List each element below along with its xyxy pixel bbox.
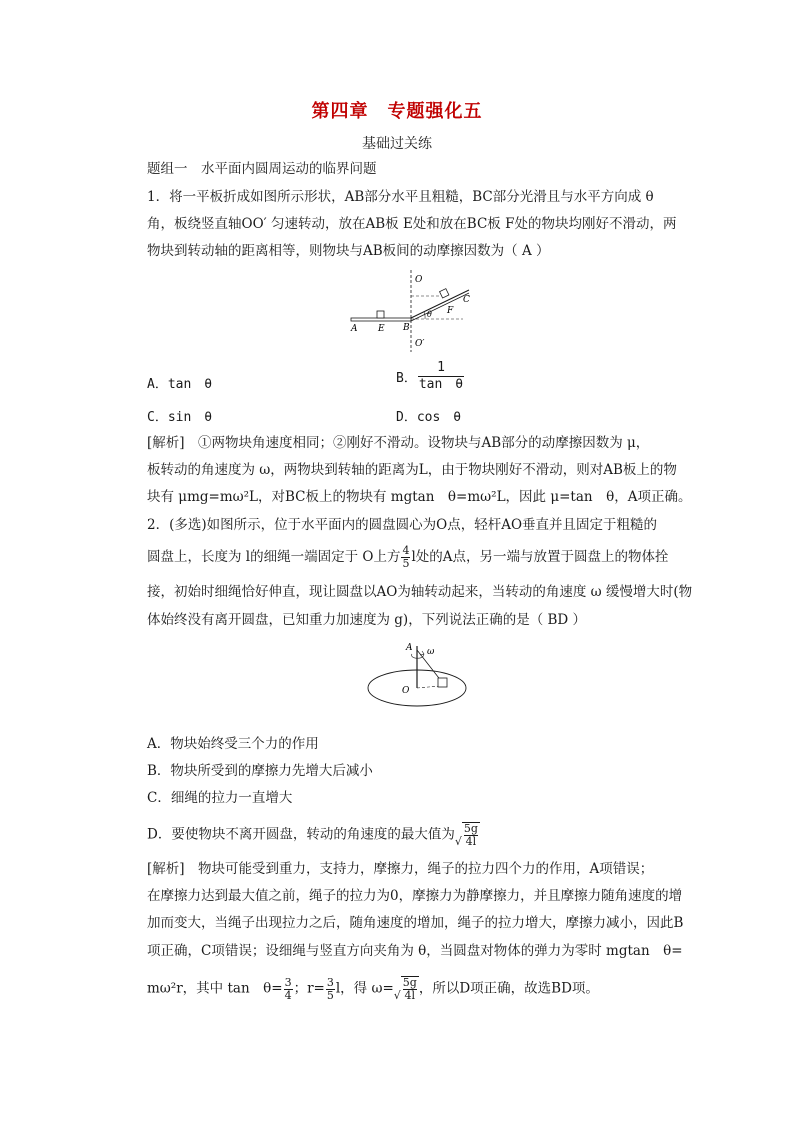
figure-inclined-board xyxy=(345,268,475,353)
fraction-numerator: 3 xyxy=(326,975,334,989)
q2-fraction-4-5 xyxy=(401,545,410,570)
q2-option-d xyxy=(147,822,480,848)
q1-line3: 物块到转动轴的距离相等，则物块与AB板间的动摩擦因数为（ A ） xyxy=(147,243,550,259)
label-O: O xyxy=(415,275,423,285)
q2-analysis-line3: 加而变大，当绳子出现拉力之后，随角速度的增加，绳子的拉力增大，摩擦力减小，因此B xyxy=(147,915,684,931)
q2-option-b: B．物块所受到的摩擦力先增大后减小 xyxy=(147,763,373,779)
chapter-title: 第四章 专题强化五 xyxy=(311,101,483,122)
q2-line4: 体始终没有离开圆盘，已知重力加速度为 g)，下列说法正确的是（ BD ） xyxy=(147,612,587,628)
q1-option-b xyxy=(396,360,465,393)
q1-analysis-line2: 板转动的角速度为 ω，两物块到转轴的距离为L，由于物块刚好不滑动，则对AB板上的物 xyxy=(147,462,677,478)
q1-line1: 1．将一平板折成如图所示形状，AB部分水平且粗糙，BC部分光滑且与水平方向成 θ xyxy=(147,189,654,205)
fraction-numerator: 5g xyxy=(463,822,478,835)
q1-option-d: D．cos θ xyxy=(396,410,462,425)
fraction-numerator: 4 xyxy=(402,544,410,557)
fraction-denominator: 5 xyxy=(402,557,410,570)
q2-option-d-text: D．要使物块不离开圆盘，转动的角速度的最大值为 xyxy=(147,826,455,843)
q2-analysis-line1: [解析] 物块可能受到重力，支持力，摩擦力，绳子的拉力四个力的作用，A项错误； xyxy=(147,861,654,877)
section-subtitle: 基础过关练 xyxy=(362,136,432,152)
label-A: A xyxy=(406,643,413,653)
q1-option-b-prefix: B． xyxy=(396,371,417,386)
q2-line2-part1: 圆盘上，长度为 l的细绳一端固定于 O上方 xyxy=(147,549,401,565)
q2-analysis-line2: 在摩擦力达到最大值之前，绳子的拉力为0，摩擦力为静摩擦力，并且摩擦力随角速度的增 xyxy=(147,888,683,904)
q2-line2-part2: l处的A点，另一端与放置于圆盘上的物体拴 xyxy=(411,549,669,565)
q2-line1: 2．(多选)如图所示，位于水平面内的圆盘圆心为O点，轻杆AO垂直并且固定于粗糙的 xyxy=(147,517,658,533)
q2-option-a: A．物块始终受三个力的作用 xyxy=(147,736,319,752)
analysis-part-d: ，所以D项正确，故选BD项。 xyxy=(418,980,599,997)
fraction-denominator: tan θ xyxy=(418,377,464,392)
q2-line3: 接，初始时细绳恰好伸直，现让圆盘以AO为轴转动起来，当转动的角速度 ω 缓慢增大时(物 xyxy=(147,584,693,600)
analysis-part-b: ；r= xyxy=(293,980,325,997)
label-A: A xyxy=(351,324,358,334)
label-O: O xyxy=(402,686,410,696)
analysis-part-c: l，得 ω= xyxy=(335,980,394,997)
label-B: B xyxy=(403,323,410,333)
label-theta: θ xyxy=(427,310,432,319)
label-omega: ω xyxy=(427,647,435,657)
q2-line2 xyxy=(147,545,669,570)
fraction-3-5 xyxy=(326,977,335,1002)
q1-line2: 角，板绕竖直轴OO′ 匀速转动，放在AB板 E处和放在BC板 F处的物块均刚好不滑动，两 xyxy=(147,216,677,232)
q1-option-a: A．tan θ xyxy=(147,377,213,392)
group-heading: 题组一 水平面内圆周运动的临界问题 xyxy=(147,161,377,177)
sqrt-expression: √ $\frac{5g}{4l}$ xyxy=(454,822,478,848)
q1-option-b-fraction xyxy=(418,360,464,393)
sqrt-expression: √ $\frac{5g}{4l}$ xyxy=(393,976,417,1002)
q1-analysis-line3: 块有 μmg=mω²L，对BC板上的物块有 mgtan θ=mω²L，因此 μ=tan θ，A项正确。 xyxy=(147,489,692,505)
q2-option-c: C．细绳的拉力一直增大 xyxy=(147,790,293,806)
fraction-denominator: 4 xyxy=(284,988,292,1002)
fraction-denominator: 5 xyxy=(326,988,334,1002)
label-C: C xyxy=(463,295,470,305)
q2-analysis-line4: 项正确，C项错误；设细绳与竖直方向夹角为 θ，当圆盘对物体的弹力为零时 mgtan θ= xyxy=(147,943,683,959)
label-F: F xyxy=(447,306,454,316)
label-O-prime: O′ xyxy=(415,339,425,349)
figure-rotating-disk xyxy=(360,638,480,718)
q2-analysis-line5 xyxy=(147,976,599,1002)
label-E: E xyxy=(378,324,385,334)
fraction-numerator: 3 xyxy=(284,975,292,989)
analysis-part-a: mω²r，其中 tan θ= xyxy=(147,980,283,997)
fraction-denominator: 4l xyxy=(465,835,477,848)
q1-option-c: C．sin θ xyxy=(147,410,213,425)
q1-analysis-line1: [解析] ①两物块角速度相同；②刚好不滑动。设物块与AB部分的动摩擦因数为 μ， xyxy=(147,435,650,451)
fraction-numerator: 5g xyxy=(402,976,417,989)
fraction-numerator: 1 xyxy=(418,360,464,377)
fraction-denominator: 4l xyxy=(404,989,416,1002)
fraction-3-4 xyxy=(284,977,293,1002)
